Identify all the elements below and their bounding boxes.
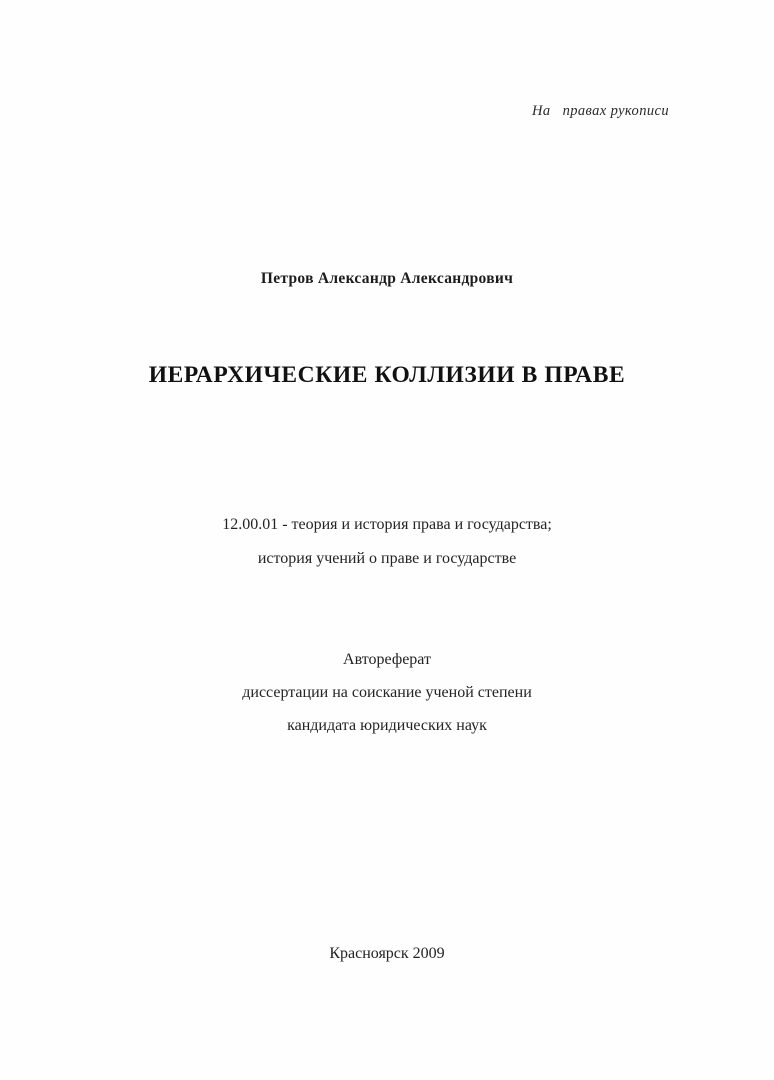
speciality-line-2: история учений о праве и государстве <box>257 550 517 567</box>
author-name: Петров Александр Александрович <box>260 270 514 287</box>
abstract-line-2: диссертации на соискание ученой степени <box>242 684 532 701</box>
page-title: ИЕРАРХИЧЕСКИЕ КОЛЛИЗИИ В ПРАВЕ <box>148 362 626 388</box>
city-and-year: Красноярск 2009 <box>329 945 445 962</box>
abstract-block <box>0 643 774 742</box>
manuscript-note: На правах рукописи <box>531 103 669 119</box>
speciality-block <box>0 508 774 576</box>
speciality-line-1: 12.00.01 - теория и история права и государства; <box>222 516 552 533</box>
abstract-line-3: кандидата юридических наук <box>287 717 487 734</box>
abstract-type: Автореферат <box>343 651 431 668</box>
